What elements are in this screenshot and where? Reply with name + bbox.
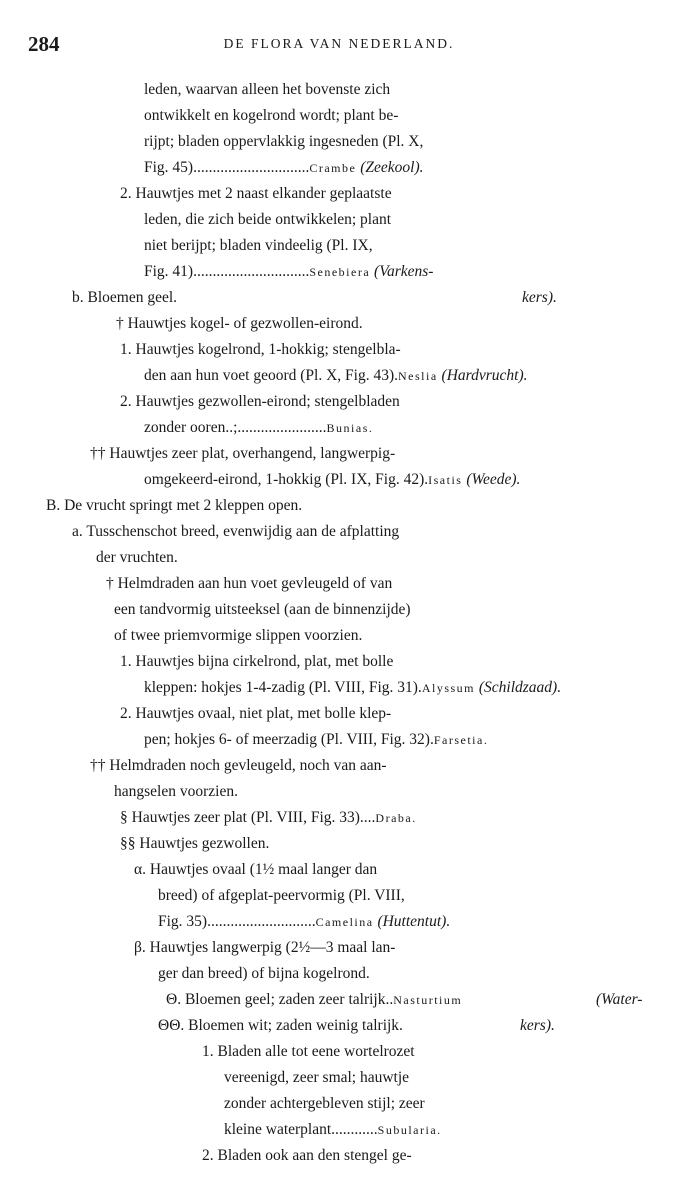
genus-name: Farsetia. xyxy=(433,733,489,747)
genus-name: Draba. xyxy=(375,811,417,825)
common-name: (Hardvrucht). xyxy=(441,367,528,384)
text-line: pen; hokjes 6- of meerzadig (Pl. VIII, Fig. 32).Farsetia. xyxy=(144,731,489,748)
text-line: leden, die zich beide ontwikkelen; plant xyxy=(144,211,392,228)
common-name: (Zeekool). xyxy=(360,159,424,176)
common-name: (Huttentut). xyxy=(377,913,451,930)
text-line: β. Hauwtjes langwerpig (2½—3 maal lan- xyxy=(134,939,396,956)
text-line: ontwikkelt en kogelrond wordt; plant be- xyxy=(144,107,399,124)
common-name: (Varkens- xyxy=(374,263,434,280)
page-header xyxy=(0,32,678,56)
text-line: Fig. 35)............................Camelina (Huttentut). xyxy=(158,913,451,930)
genus-name: Neslia xyxy=(398,369,438,383)
text-line: §§ Hauwtjes gezwollen. xyxy=(120,835,270,852)
genus-name: Nasturtium xyxy=(393,993,463,1007)
genus-name: Bunias. xyxy=(326,421,374,435)
text-line: †† Helmdraden noch gevleugeld, noch van aan- xyxy=(90,757,387,774)
text-line: 2. Bladen ook aan den stengel ge- xyxy=(202,1147,412,1164)
common-name: kers). xyxy=(520,1017,555,1034)
text-line: † Hauwtjes kogel- of gezwollen-eirond. xyxy=(116,315,363,332)
text-line: omgekeerd-eirond, 1-hokkig (Pl. IX, Fig. 42).Isatis (Weede). xyxy=(144,471,521,488)
text-line: 1. Hauwtjes bijna cirkelrond, plat, met bolle xyxy=(120,653,394,670)
text-line: ger dan breed) of bijna kogelrond. xyxy=(158,965,370,982)
text-line: † Helmdraden aan hun voet gevleugeld of van xyxy=(106,575,393,592)
text-line: b. Bloemen geel. kers). xyxy=(72,285,592,311)
text-line: rijpt; bladen oppervlakkig ingesneden (Pl. X, xyxy=(144,133,424,150)
text-line: 2. Hauwtjes ovaal, niet plat, met bolle klep- xyxy=(120,705,392,722)
text-line: zonder achtergebleven stijl; zeer xyxy=(224,1095,425,1112)
text-line: kleine waterplant............Subularia. xyxy=(224,1121,442,1138)
genus-name: Isatis xyxy=(428,473,463,487)
text-line: B. De vrucht springt met 2 kleppen open. xyxy=(46,497,303,514)
text-line: kleppen: hokjes 1-4-zadig (Pl. VIII, Fig. 31).Alyssum (Schildzaad). xyxy=(144,679,562,696)
text-line: zonder ooren..;.......................Bunias. xyxy=(144,419,374,436)
text-line: 2. Hauwtjes gezwollen-eirond; stengelbladen xyxy=(120,393,400,410)
text-line: α. Hauwtjes ovaal (1½ maal langer dan xyxy=(134,861,378,878)
genus-name: Senebiera xyxy=(309,265,371,279)
text-line: Fig. 45)..............................Crambe (Zeekool). xyxy=(144,159,424,176)
text-line: of twee priemvormige slippen voorzien. xyxy=(114,627,363,644)
text-line: den aan hun voet geoord (Pl. X, Fig. 43).Neslia (Hardvrucht). xyxy=(144,367,528,384)
text-line: 1. Hauwtjes kogelrond, 1-hokkig; stengelbla- xyxy=(120,341,401,358)
text-line: vereenigd, zeer smal; hauwtje xyxy=(224,1069,410,1086)
running-title: DE FLORA VAN NEDERLAND. xyxy=(223,36,455,51)
genus-name: Crambe xyxy=(309,161,357,175)
text-line: leden, waarvan alleen het bovenste zich xyxy=(144,81,391,98)
common-name: kers). xyxy=(522,289,557,306)
text-line: a. Tusschenschot breed, evenwijdig aan de afplatting xyxy=(72,523,400,540)
text-line: § Hauwtjes zeer plat (Pl. VIII, Fig. 33)....Draba. xyxy=(120,809,417,826)
text-line: Θ. Bloemen geel; zaden zeer talrijk..Nasturtium (Water- xyxy=(166,987,666,1013)
text-line: een tandvormig uitsteeksel (aan de binnenzijde) xyxy=(114,601,411,618)
text-line: Fig. 41)..............................Senebiera (Varkens- xyxy=(144,263,434,280)
genus-name: Camelina xyxy=(315,915,374,929)
text-line: 2. Hauwtjes met 2 naast elkander geplaatste xyxy=(120,185,392,202)
text-line: 1. Bladen alle tot eene wortelrozet xyxy=(202,1043,415,1060)
common-name: (Water- xyxy=(596,991,643,1008)
text-line: breed) of afgeplat-peervormig (Pl. VIII, xyxy=(158,887,405,904)
text-line: ΘΘ. Bloemen wit; zaden weinig talrijk. kers). xyxy=(158,1013,658,1039)
common-name: (Weede). xyxy=(466,471,521,488)
text-line: der vruchten. xyxy=(96,549,178,566)
page-number: 284 xyxy=(28,32,60,56)
common-name: (Schildzaad). xyxy=(478,679,562,696)
text-line: niet berijpt; bladen vindeelig (Pl. IX, xyxy=(144,237,373,254)
text-line: hangselen voorzien. xyxy=(114,783,238,800)
genus-name: Subularia. xyxy=(377,1123,442,1137)
text-line: †† Hauwtjes zeer plat, overhangend, langwerpig- xyxy=(90,445,396,462)
genus-name: Alyssum xyxy=(421,681,475,695)
